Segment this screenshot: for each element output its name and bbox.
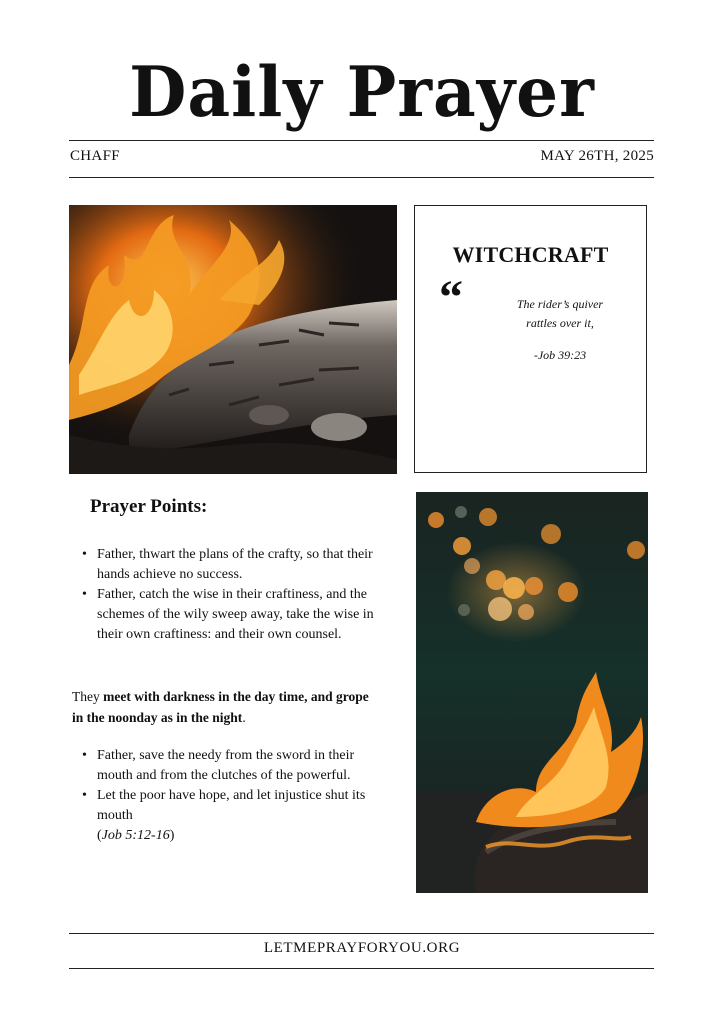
list-item-text: Father, catch the wise in their craftiness, and the schemes of the wily sweep away, take the wise in their own craftiness: and their own counsel. xyxy=(97,587,374,642)
list-item-text: Father, thwart the plans of the crafty, so that their hands achieve no success. xyxy=(97,547,373,582)
quote-reference: -Job 39:23 xyxy=(533,348,587,362)
header-rule-top xyxy=(69,140,654,141)
list-item-text: Father, save the needy from the sword in their mouth and from the clutches of the powerful. xyxy=(97,748,355,783)
ref-close: ) xyxy=(169,828,175,843)
list-item xyxy=(82,786,382,846)
header-rule-bottom xyxy=(69,177,654,178)
bullet-icon: • xyxy=(82,587,87,602)
footer-website: LETMEPRAYFORYOU.ORG xyxy=(263,940,461,956)
paragraph-suffix: . xyxy=(242,710,246,725)
bullet-icon: • xyxy=(82,748,87,763)
list-item xyxy=(82,545,382,585)
list-item xyxy=(82,585,382,645)
paragraph-bold: meet with darkness in the day time, and grope in the noonday as in the night xyxy=(72,689,369,725)
paragraph-prefix: They xyxy=(72,689,104,704)
scripture-reference xyxy=(97,826,382,846)
prayer-list-b xyxy=(82,746,382,846)
prayer-list-a xyxy=(82,545,382,645)
burning-log-photo xyxy=(69,205,397,474)
scripture-paragraph xyxy=(72,686,372,728)
quote-text-line-2: rattles over it, xyxy=(526,316,594,330)
ref-text: Job 5:12-16 xyxy=(101,828,170,843)
bullet-icon: • xyxy=(82,547,87,562)
quote-title: WITCHCRAFT xyxy=(452,242,609,267)
section-label: CHAFF xyxy=(70,148,120,164)
footer-rule-bottom xyxy=(69,968,654,969)
quote-mark-icon: “ xyxy=(439,271,463,324)
masthead-title: Daily Prayer xyxy=(129,51,595,133)
ref-open: ( xyxy=(97,828,102,843)
list-item-text: Let the poor have hope, and let injustice shut its mouth xyxy=(97,788,366,823)
campfire-bokeh-photo xyxy=(416,492,648,893)
issue-date: MAY 26TH, 2025 xyxy=(540,148,654,164)
footer-rule-top xyxy=(69,933,654,934)
quote-text xyxy=(485,295,635,333)
quote-text-line-1: The rider’s quiver xyxy=(516,297,604,311)
prayer-points-heading: Prayer Points: xyxy=(90,496,208,517)
list-item xyxy=(82,746,382,786)
scripture-quote-card xyxy=(414,205,647,473)
bullet-icon: • xyxy=(82,788,87,803)
